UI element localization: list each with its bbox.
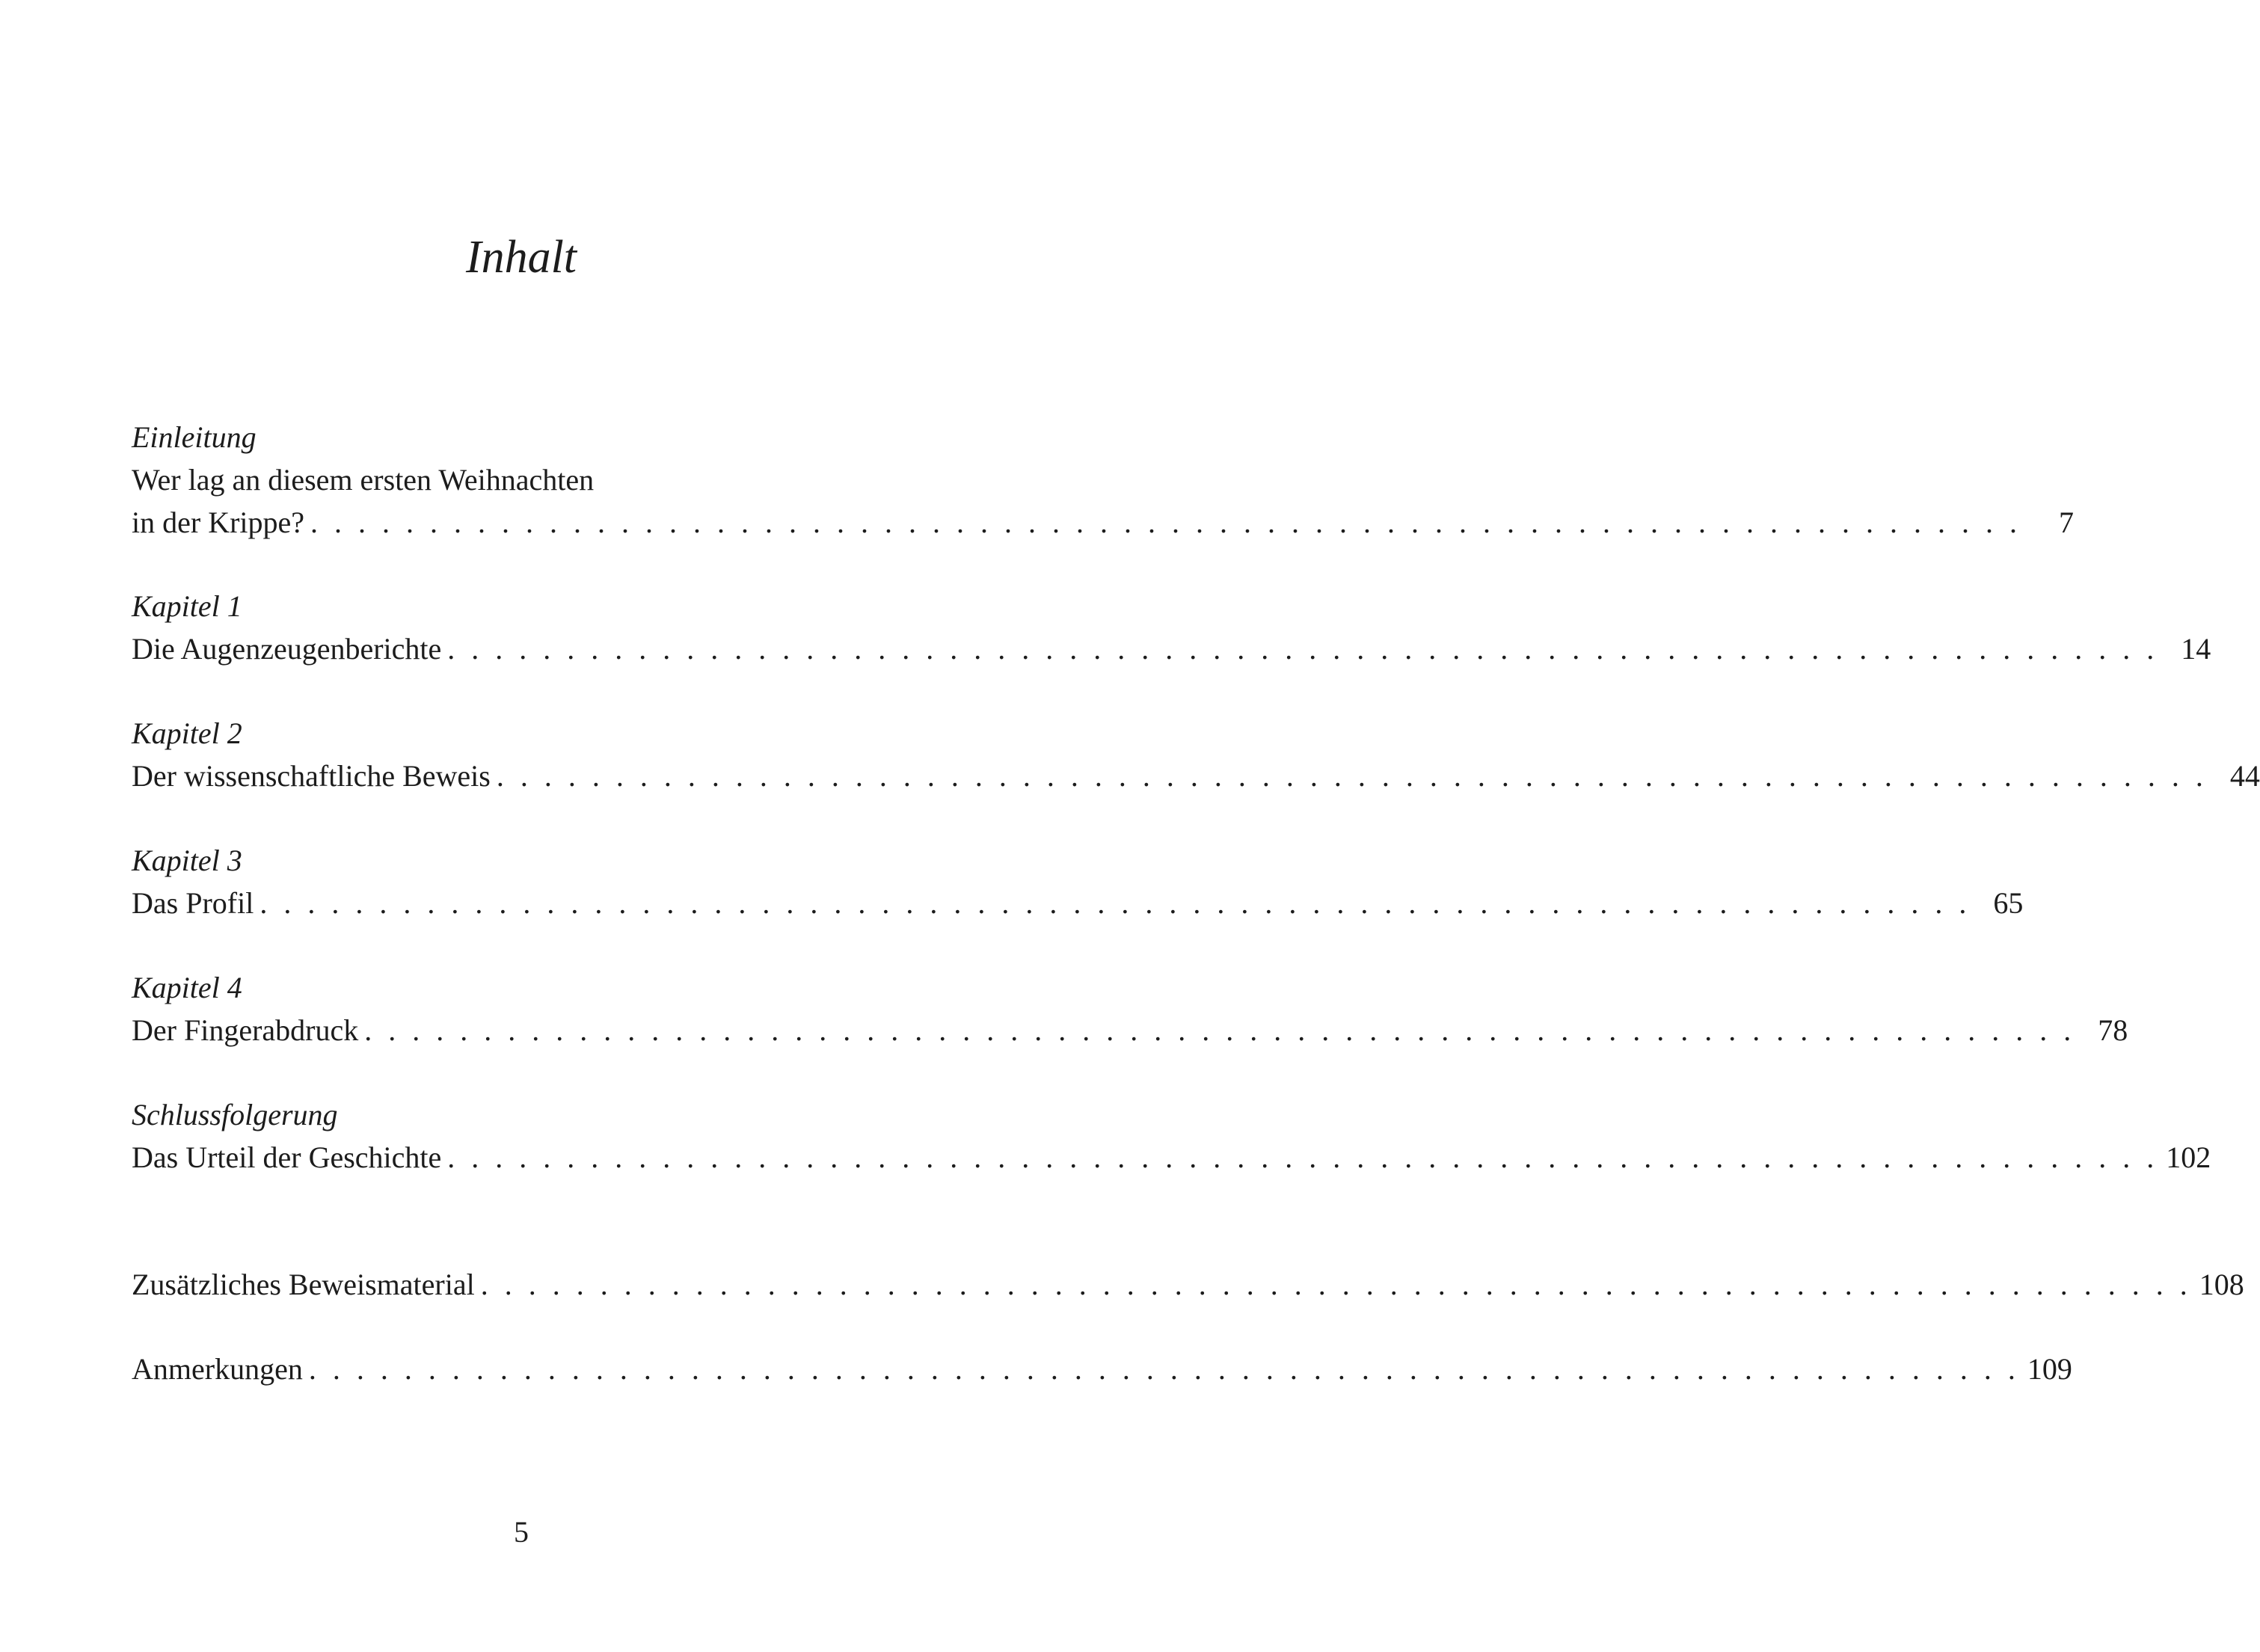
toc-entry-title: Die Augenzeugenberichte [132,632,442,666]
page-number: 5 [514,1515,529,1549]
dot-leader: . . . . . . . . . . . . . . . . . . . . . . . . . . . . . . . . . . . . . . . . . . . . . . . . . . . . . . . . . . . . . . . . . . . . . . . . [260,886,1971,920]
toc-entry-title-line: Wer lag an diesem ersten Weihnachten [132,463,595,497]
toc-page-number: 102 [2166,1140,2211,1174]
dot-leader: . . . . . . . . . . . . . . . . . . . . . . . . . . . . . . . . . . . . . . . . . . . . . . . . . . . . . . . . . . . . . . . . . . . . . . . . [447,1140,2159,1174]
toc-entry-title: in der Krippe? [132,506,305,539]
chapter-label-1: Kapitel 1 [132,589,242,623]
toc-entry-title: Anmerkungen [132,1352,303,1386]
section-label-schlussfolgerung: Schlussfolgerung [132,1098,338,1131]
dot-leader: . . . . . . . . . . . . . . . . . . . . . . . . . . . . . . . . . . . . . . . . . . . . . . . . . . . . . . . . . . . . . . . . . . . . . . . . [364,1013,2076,1047]
dot-leader: . . . . . . . . . . . . . . . . . . . . . . . . . . . . . . . . . . . . . . . . . . . . . . . . . . . . . . . . . . . . . . . . . . . . . . . . [480,1268,2192,1301]
toc-entry-schlussfolgerung[interactable] [132,1139,2211,1176]
toc-entry-title: Der wissenschaftliche Beweis [132,759,491,793]
toc-entry-einleitung[interactable] [132,504,2075,541]
dot-leader: . . . . . . . . . . . . . . . . . . . . . . . . . . . . . . . . . . . . . . . . . . . . . . . . . . . . . . . . . . . . . . . . . . . . . . . . [310,506,2022,539]
chapter-label-4: Kapitel 4 [132,971,242,1004]
toc-entry-title: Zusätzliches Beweismaterial [132,1268,475,1301]
chapter-label-3: Kapitel 3 [132,844,242,877]
section-label-einleitung: Einleitung [132,420,257,454]
toc-entry-beweismaterial[interactable] [132,1266,2244,1304]
toc-page-number: 78 [2098,1013,2128,1047]
toc-page-number: 14 [2181,632,2211,666]
toc-page-number: 7 [2059,506,2075,539]
toc-entry-kapitel-3[interactable] [132,885,2024,922]
toc-entry-title: Das Profil [132,886,254,920]
dot-leader: . . . . . . . . . . . . . . . . . . . . . . . . . . . . . . . . . . . . . . . . . . . . . . . . . . . . . . . . . . . . . . . . . . . . . . . . [447,632,2159,666]
dot-leader: . . . . . . . . . . . . . . . . . . . . . . . . . . . . . . . . . . . . . . . . . . . . . . . . . . . . . . . . . . . . . . . . . . . . . . . . [308,1352,2020,1386]
toc-entry-title: Das Urteil der Geschichte [132,1140,442,1174]
toc-page-number: 109 [2027,1352,2072,1386]
toc-entry-kapitel-2[interactable] [132,758,2260,795]
toc-page-number: 65 [1993,886,2024,920]
toc-page-number: 108 [2199,1268,2244,1301]
dot-leader: . . . . . . . . . . . . . . . . . . . . . . . . . . . . . . . . . . . . . . . . . . . . . . . . . . . . . . . . . . . . . . . . . . . . . . . . [496,759,2208,793]
page-title: Inhalt [465,232,577,283]
toc-entry-kapitel-4[interactable] [132,1012,2128,1049]
toc-entry-anmerkungen[interactable] [132,1351,2072,1388]
toc-page-number: 44 [2229,759,2260,793]
toc-entry-kapitel-1[interactable] [132,630,2211,668]
toc-entry-title: Der Fingerabdruck [132,1013,359,1047]
chapter-label-2: Kapitel 2 [132,716,242,750]
